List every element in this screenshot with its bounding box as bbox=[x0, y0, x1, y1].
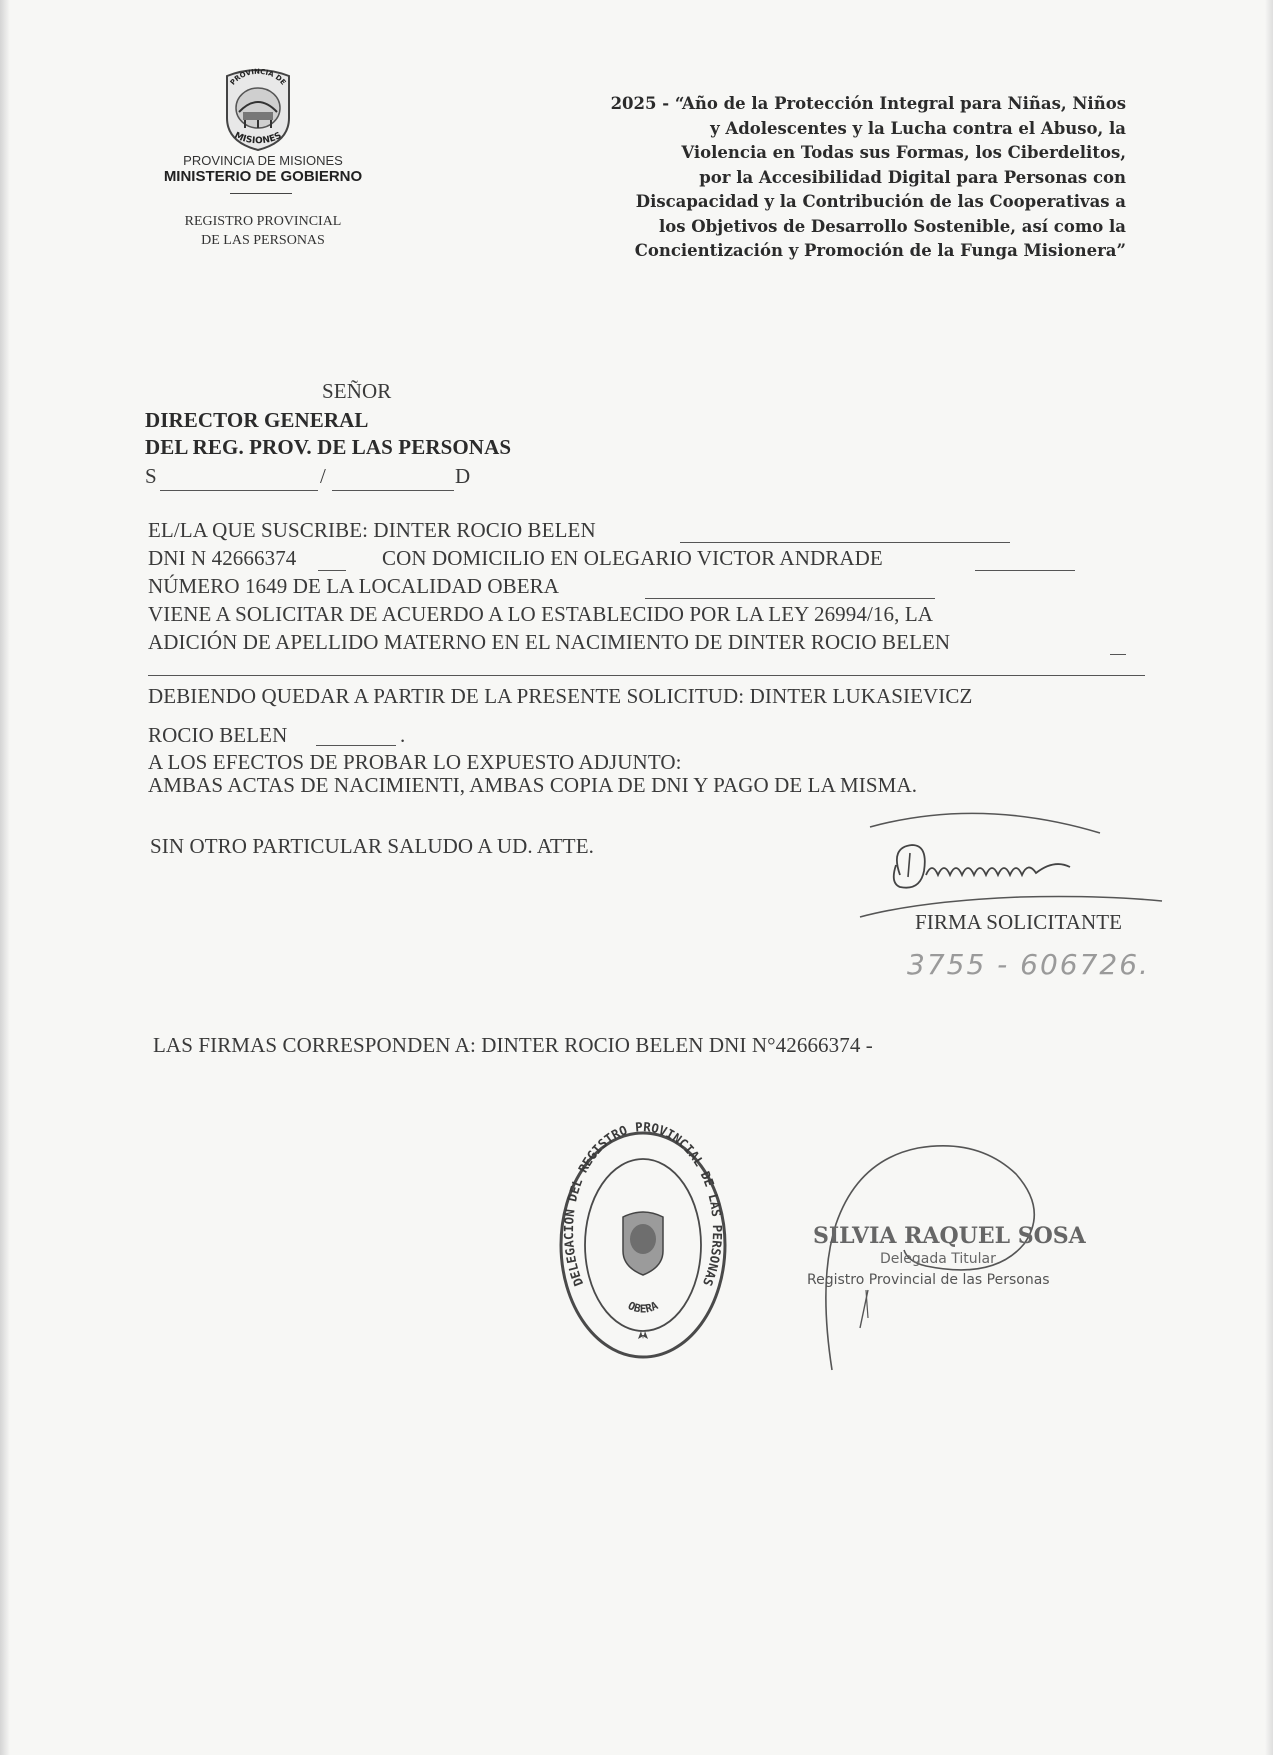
request-line: VIENE A SOLICITAR DE ACUERDO A LO ESTABLECIDO POR LA LEY 26994/16, LA bbox=[148, 602, 934, 626]
motto-line: Concientización y Promoción de la Funga Misionera” bbox=[634, 241, 1126, 260]
proof-line: A LOS EFECTOS DE PROBAR LO EXPUESTO ADJUNTO: bbox=[148, 750, 682, 774]
handwritten-phone: 3755 - 606726. bbox=[907, 948, 1150, 981]
crest-text-top: PROVINCIA DE bbox=[228, 67, 288, 87]
page-edge-right bbox=[1265, 0, 1273, 1755]
registry-name-line2: DE LAS PERSONAS bbox=[201, 233, 325, 248]
dni-blank bbox=[318, 570, 346, 571]
sd-blank-2 bbox=[332, 490, 454, 491]
applicant-blank bbox=[680, 542, 1010, 543]
dni-line: DNI N 42666374 bbox=[148, 546, 297, 570]
official-office: Registro Provincial de las Personas bbox=[807, 1272, 1050, 1288]
addressee-title: DIRECTOR GENERAL bbox=[145, 408, 369, 432]
addressee-office: DEL REG. PROV. DE LAS PERSONAS bbox=[145, 435, 512, 459]
ministry-name: MINISTERIO DE GOBIERNO bbox=[163, 168, 363, 185]
official-name: SILVIA RAQUEL SOSA bbox=[813, 1223, 1086, 1249]
year-motto bbox=[611, 92, 1126, 264]
salutation: SEÑOR bbox=[322, 379, 392, 403]
crest-text-bottom: MISIONES bbox=[232, 130, 284, 147]
motto-line: 2025 - “Año de la Protección Integral para Niñas, Niños bbox=[610, 94, 1126, 113]
address-line: CON DOMICILIO EN OLEGARIO VICTOR ANDRADE bbox=[382, 546, 883, 570]
sd-s: S bbox=[145, 464, 157, 488]
resulting-name-blank bbox=[316, 745, 396, 746]
addition-blank bbox=[1110, 654, 1126, 655]
closing-line: SIN OTRO PARTICULAR SALUDO A UD. ATTE. bbox=[150, 834, 594, 858]
registry-name-line1: REGISTRO PROVINCIAL bbox=[184, 214, 342, 229]
sd-blank-1 bbox=[160, 490, 318, 491]
addition-line: ADICIÓN DE APELLIDO MATERNO EN EL NACIMIENTO DE DINTER ROCIO BELEN bbox=[148, 630, 951, 654]
seal-ring-text: DELEGACION DEL REGISTRO PROVINCIAL DE LAS PERSONAS bbox=[560, 1119, 726, 1289]
official-title: Delegada Titular bbox=[880, 1251, 996, 1267]
ministry-divider bbox=[230, 193, 292, 194]
motto-line: Discapacidad y la Contribución de las Cooperativas a bbox=[635, 192, 1126, 211]
motto-line: los Objetivos de Desarrollo Sostenible, así como la bbox=[658, 216, 1126, 236]
certification-line: LAS FIRMAS CORRESPONDEN A: DINTER ROCIO BELEN DNI N°42666374 - bbox=[153, 1033, 873, 1057]
applicant-signature bbox=[840, 805, 1180, 925]
period-mark: . bbox=[400, 723, 406, 747]
province-name: PROVINCIA DE MISIONES bbox=[183, 153, 343, 168]
motto-line: Violencia en Todas sus Formas, los Ciberdelitos, bbox=[681, 143, 1126, 162]
attachments-line: AMBAS ACTAS DE NACIMIENTI, AMBAS COPIA DE DNI Y PAGO DE LA MISMA. bbox=[148, 773, 918, 797]
locality-blank bbox=[645, 598, 935, 599]
sd-d: D bbox=[455, 464, 471, 488]
resulting-name-line: DEBIENDO QUEDAR A PARTIR DE LA PRESENTE SOLICITUD: DINTER LUKASIEVICZ bbox=[148, 684, 973, 708]
resulting-name-cont: ROCIO BELEN bbox=[148, 723, 288, 747]
blank-full-line bbox=[148, 675, 1145, 676]
applicant-line: EL/LA QUE SUSCRIBE: DINTER ROCIO BELEN bbox=[148, 518, 596, 542]
signature-label: FIRMA SOLICITANTE bbox=[915, 910, 1123, 934]
page-edge-left bbox=[0, 0, 10, 1755]
number-locality-line: NÚMERO 1649 DE LA LOCALIDAD OBERA bbox=[148, 574, 560, 598]
seal-ring-text: OBERA bbox=[625, 1299, 661, 1316]
motto-line: por la Accesibilidad Digital para Personas con bbox=[699, 167, 1126, 187]
sd-slash: / bbox=[320, 464, 326, 488]
address-blank bbox=[975, 570, 1075, 571]
official-seal-stamp bbox=[555, 1119, 731, 1365]
province-crest-icon bbox=[213, 62, 303, 152]
motto-line: y Adolescentes y la Lucha contra el Abuso, la bbox=[710, 118, 1126, 138]
